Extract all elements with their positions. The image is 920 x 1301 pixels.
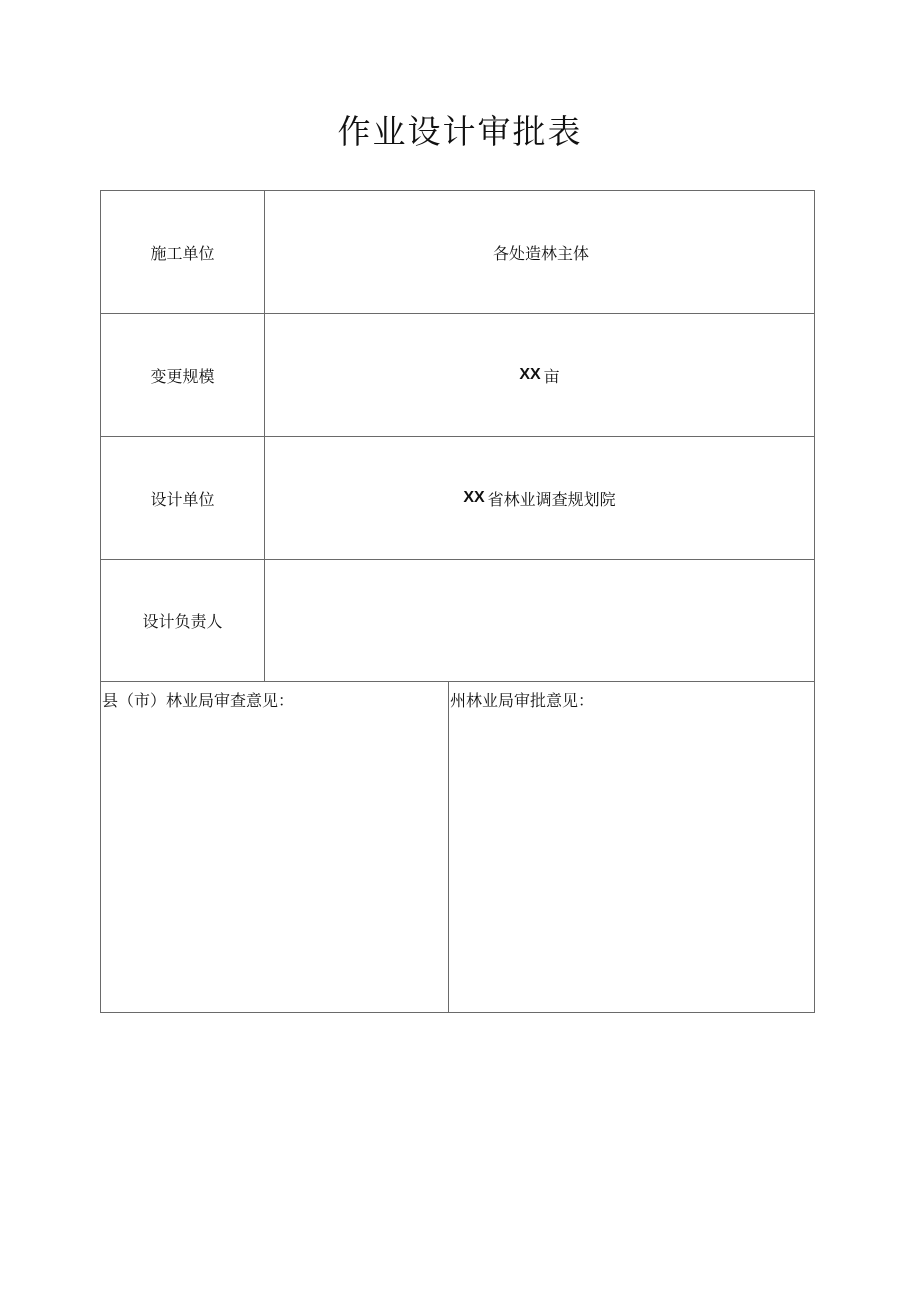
table-row-design-unit xyxy=(101,437,814,560)
value-design-unit xyxy=(265,437,814,559)
approval-form-table xyxy=(100,190,815,1013)
table-row-change-scale xyxy=(101,314,814,437)
value-construction-unit-text: 各处造林主体 xyxy=(492,243,589,263)
value-design-unit-bold: XX xyxy=(463,489,485,506)
label-change-scale: 变更规模 xyxy=(101,314,265,436)
page-title: 作业设计审批表 xyxy=(337,112,583,151)
label-construction-unit: 施工单位 xyxy=(101,191,265,313)
value-change-scale-bold: XX xyxy=(519,366,541,383)
county-opinion-label: 县（市）林业局审查意见： xyxy=(102,691,295,710)
label-design-lead: 设计负责人 xyxy=(101,559,265,681)
state-opinion-label: 州林业局审批意见： xyxy=(450,691,595,710)
label-design-unit: 设计单位 xyxy=(101,437,265,559)
table-row-construction-unit xyxy=(101,191,814,314)
county-opinion-cell xyxy=(101,682,449,1012)
state-opinion-cell xyxy=(449,682,814,1012)
value-design-lead xyxy=(265,559,814,681)
value-design-unit-text: 省林业调查规划院 xyxy=(487,489,616,509)
value-construction-unit xyxy=(265,191,814,313)
value-change-scale-text: 亩 xyxy=(543,366,560,386)
table-row-design-lead xyxy=(101,559,814,682)
opinion-area xyxy=(101,682,814,1012)
value-change-scale xyxy=(265,314,814,436)
